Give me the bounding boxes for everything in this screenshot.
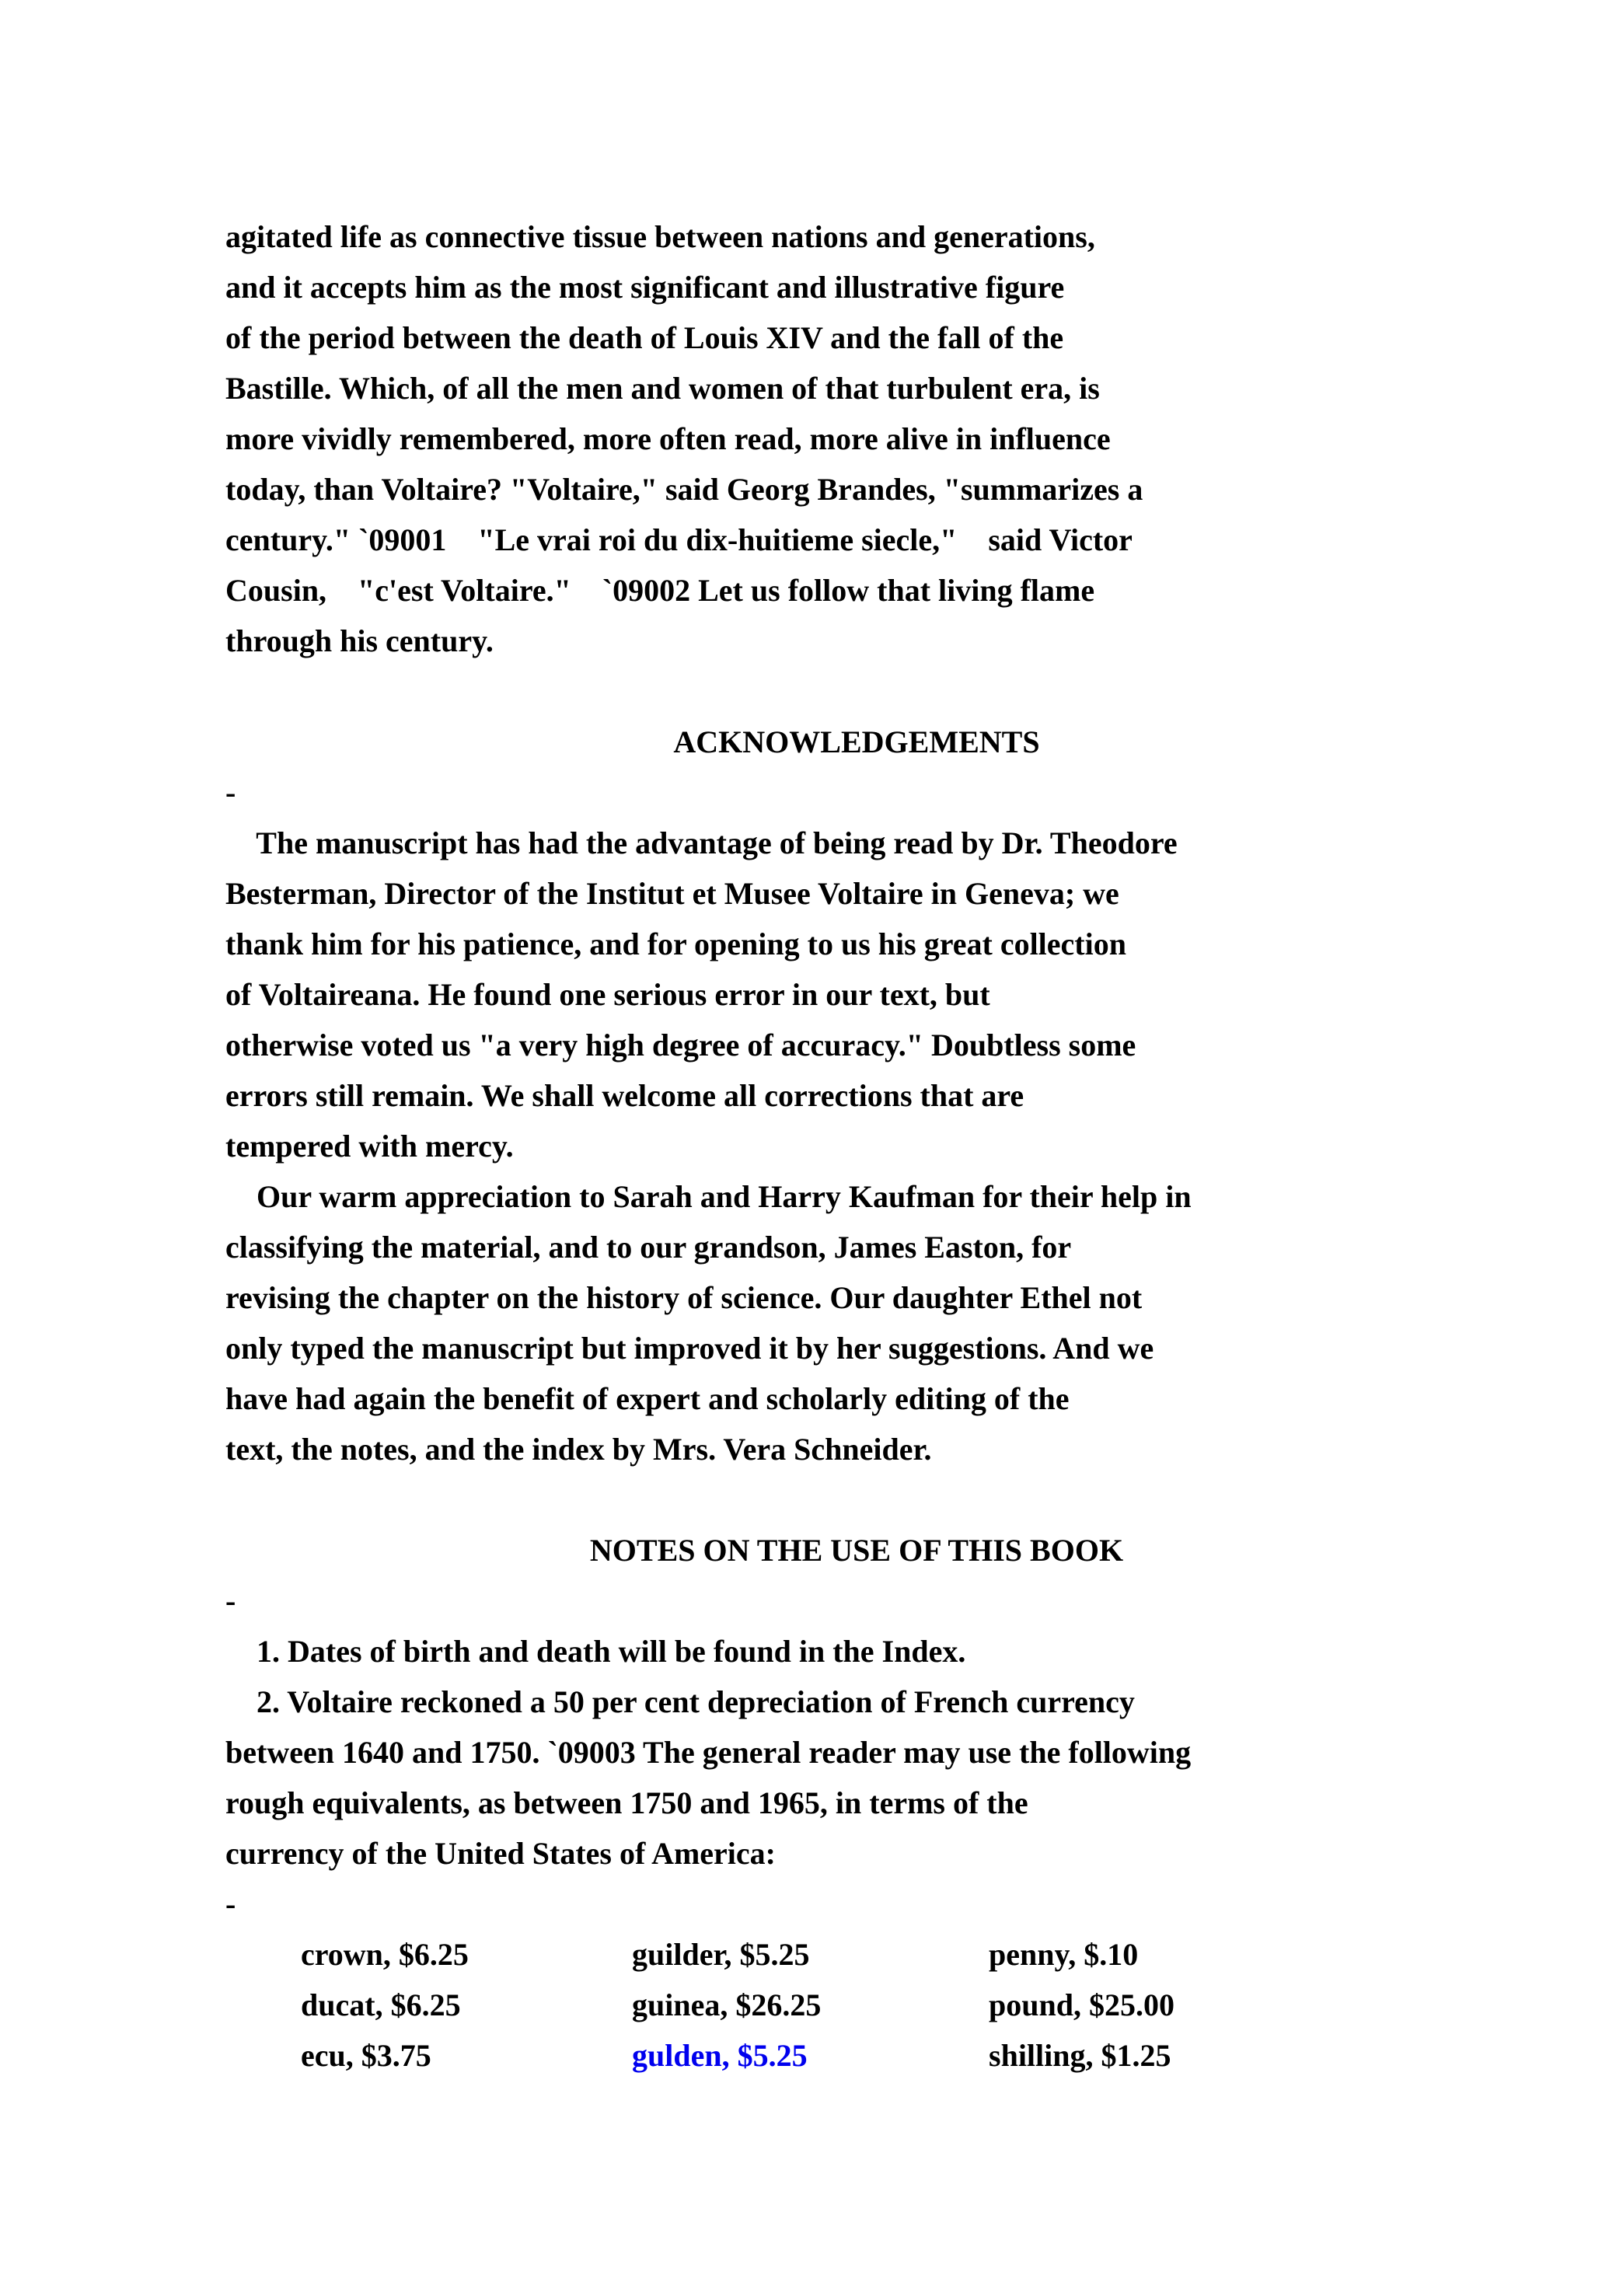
text-line: Bastille. Which, of all the men and women of that turbulent era, is	[225, 371, 1100, 406]
text-line: of Voltaireana. He found one serious error in our text, but	[225, 977, 990, 1012]
text-line: agitated life as connective tissue between nations and generations,	[225, 219, 1095, 254]
currency-equivalents-table	[225, 1929, 1488, 2081]
text-line: only typed the manuscript but improved it by her suggestions. And we	[225, 1331, 1154, 1366]
text-line: otherwise voted us "a very high degree of accuracy." Doubtless some	[225, 1028, 1136, 1063]
separator-dash: -	[225, 775, 236, 810]
gulden-link[interactable]: gulden, $5.25	[632, 2038, 808, 2073]
text-line: Our warm appreciation to Sarah and Harry Kaufman for their help in	[225, 1179, 1192, 1214]
text-line: revising the chapter on the history of science. Our daughter Ethel not	[225, 1280, 1143, 1315]
separator-dash: -	[225, 1886, 236, 1921]
table-row	[301, 1980, 1488, 2030]
text-line: 2. Voltaire reckoned a 50 per cent depreciation of French currency	[225, 1684, 1135, 1719]
table-cell-shilling: shilling, $1.25	[989, 2038, 1171, 2073]
text-line: have had again the benefit of expert and scholarly editing of the	[225, 1381, 1070, 1416]
text-line: Cousin, "c'est Voltaire." `09002 Let us follow that living flame	[225, 573, 1095, 608]
table-cell-ecu: ecu, $3.75	[301, 2038, 431, 2073]
text-line: tempered with mercy.	[225, 1129, 514, 1164]
text-line: The manuscript has had the advantage of being read by Dr. Theodore	[225, 825, 1178, 860]
text-line: and it accepts him as the most significant and illustrative figure	[225, 270, 1065, 305]
text-line: through his century.	[225, 623, 494, 658]
text-line: thank him for his patience, and for opening to us his great collection	[225, 926, 1126, 961]
text-line: more vividly remembered, more often read, more alive in influence	[225, 421, 1111, 456]
table-cell-guinea: guinea, $26.25	[632, 1987, 822, 2022]
text-line: text, the notes, and the index by Mrs. Vera Schneider.	[225, 1432, 932, 1467]
table-cell-pound: pound, $25.00	[989, 1987, 1174, 2022]
text-line: century." `09001 "Le vrai roi du dix-huitieme siecle," said Victor	[225, 522, 1133, 557]
table-cell-crown: crown, $6.25	[301, 1937, 469, 1972]
text-line: Besterman, Director of the Institut et Musee Voltaire in Geneva; we	[225, 876, 1119, 911]
text-line: errors still remain. We shall welcome all corrections that are	[225, 1078, 1024, 1113]
text-line: today, than Voltaire? "Voltaire," said Georg Brandes, "summarizes a	[225, 472, 1143, 507]
section-heading-acknowledgements: ACKNOWLEDGEMENTS	[673, 724, 1040, 759]
section-heading-notes: NOTES ON THE USE OF THIS BOOK	[589, 1533, 1124, 1568]
table-cell-penny: penny, $.10	[989, 1937, 1139, 1972]
separator-dash: -	[225, 1583, 236, 1618]
text-line: rough equivalents, as between 1750 and 1965, in terms of the	[225, 1785, 1028, 1820]
text-line: between 1640 and 1750. `09003 The general reader may use the following	[225, 1735, 1192, 1770]
table-cell-guilder: guilder, $5.25	[632, 1937, 810, 1972]
text-line: classifying the material, and to our grandson, James Easton, for	[225, 1230, 1072, 1265]
table-row	[301, 2030, 1488, 2081]
text-line: 1. Dates of birth and death will be found in the Index.	[225, 1634, 966, 1669]
table-row	[301, 1929, 1488, 1980]
text-line: of the period between the death of Louis XIV and the fall of the	[225, 320, 1064, 355]
table-cell-ducat: ducat, $6.25	[301, 1987, 461, 2022]
text-line: currency of the United States of America:	[225, 1836, 776, 1871]
